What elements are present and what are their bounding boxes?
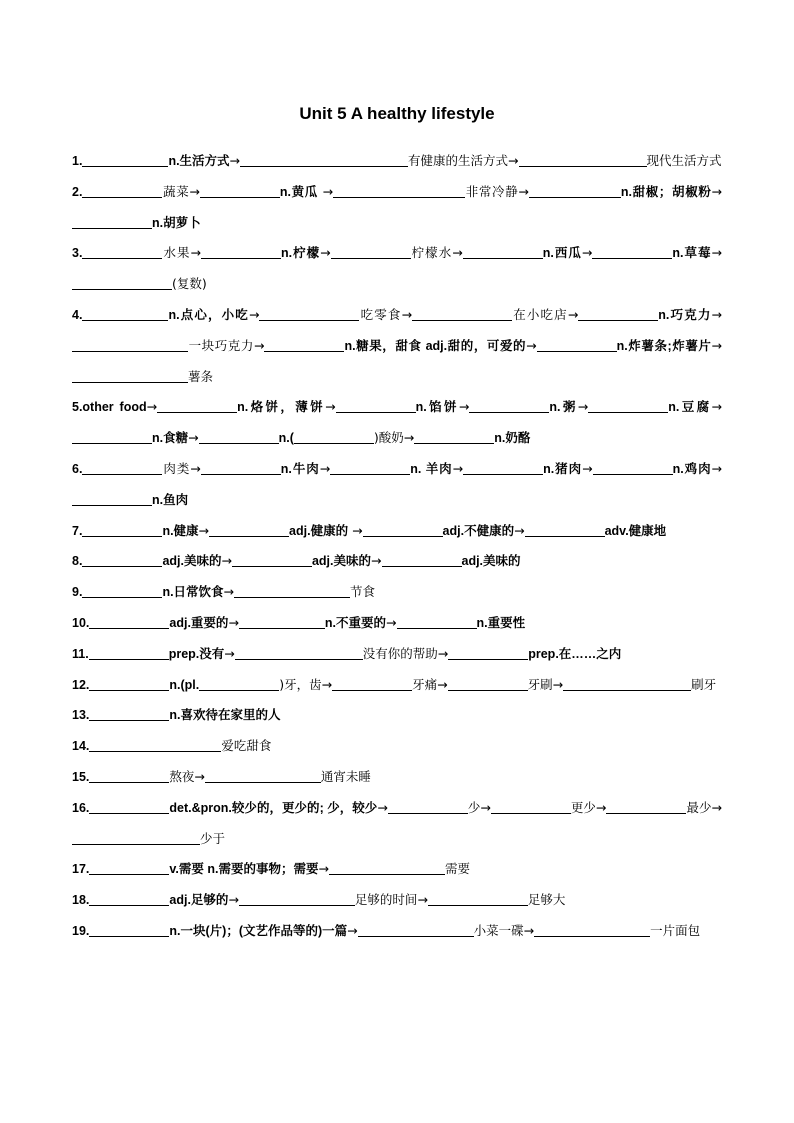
item-text: 少 xyxy=(467,799,481,815)
blank-field[interactable] xyxy=(89,862,169,876)
arrow-icon: → xyxy=(711,306,722,322)
arrow-icon: → xyxy=(480,799,491,815)
item-text: 最少 xyxy=(686,799,712,815)
item-text: 有健康的生活方式 xyxy=(408,153,509,168)
item-number: 15. xyxy=(72,769,90,784)
arrow-icon: → xyxy=(228,614,239,630)
blank-field[interactable] xyxy=(89,646,169,660)
arrow-icon: → xyxy=(514,522,525,538)
arrow-icon: → xyxy=(221,553,232,569)
arrow-icon: → xyxy=(595,799,607,815)
arrow-icon: → xyxy=(577,399,589,415)
item-text: prep.没有 xyxy=(168,646,225,661)
arrow-icon: → xyxy=(437,645,449,661)
item-number: 5.other food xyxy=(72,400,147,415)
item-text: adj.重要的 xyxy=(169,615,229,630)
list-item xyxy=(72,670,722,701)
item-text: n.牛肉 xyxy=(280,461,320,476)
item-text: adj.美味的 xyxy=(162,554,222,569)
arrow-icon: → xyxy=(253,337,265,353)
item-text: n.粥 xyxy=(549,400,578,415)
item-text: 吃零食 xyxy=(359,306,402,322)
item-text: adj.不健康的 xyxy=(442,523,515,538)
blank-field[interactable] xyxy=(259,307,359,321)
item-text: n.烙饼，薄饼 xyxy=(237,400,326,415)
item-text: 刷牙 xyxy=(691,676,717,692)
blank-field[interactable] xyxy=(239,893,355,907)
blank-field[interactable] xyxy=(537,338,617,352)
item-text: n.不重要的 xyxy=(324,615,387,630)
blank-field[interactable] xyxy=(448,646,528,660)
item-text: 薯条 xyxy=(188,368,214,384)
blank-field[interactable] xyxy=(201,461,281,475)
blank-field[interactable] xyxy=(412,307,512,321)
arrow-icon: → xyxy=(711,460,722,476)
item-text: n.巧克力 xyxy=(658,307,712,322)
arrow-icon: → xyxy=(518,183,529,199)
arrow-icon: → xyxy=(711,799,722,815)
blank-field[interactable] xyxy=(200,184,280,198)
item-number: 1. xyxy=(72,154,83,168)
list-item xyxy=(72,238,722,300)
arrow-icon: → xyxy=(417,892,428,908)
item-number: 17. xyxy=(72,862,90,877)
list-item xyxy=(72,146,722,177)
blank-field[interactable] xyxy=(414,431,494,445)
arrow-icon: → xyxy=(190,460,201,476)
arrow-icon: → xyxy=(146,399,158,415)
item-text: 节食 xyxy=(350,584,376,600)
item-text: n.西瓜 xyxy=(542,246,582,261)
item-text: n.鱼肉 xyxy=(152,492,189,507)
blank-field[interactable] xyxy=(593,461,673,475)
list-item xyxy=(72,608,722,639)
arrow-icon: → xyxy=(377,799,388,815)
blank-field[interactable] xyxy=(89,677,169,691)
arrow-icon: → xyxy=(508,153,519,168)
item-number: 19. xyxy=(72,923,90,938)
arrow-icon: → xyxy=(319,460,331,476)
item-text: adj.足够的 xyxy=(169,893,229,908)
blank-field[interactable] xyxy=(333,184,465,198)
item-text: n.一块(片)；(文艺作品等的)一篇 xyxy=(169,923,348,938)
item-text: n.柠檬 xyxy=(280,246,321,261)
blank-field[interactable] xyxy=(209,523,289,537)
item-text: n.(pl. xyxy=(169,677,200,692)
item-text: 没有你的帮助 xyxy=(362,645,438,661)
item-text: 一片面包 xyxy=(650,922,701,938)
blank-field[interactable] xyxy=(72,277,172,291)
blank-field[interactable] xyxy=(72,492,152,506)
blank-field[interactable] xyxy=(72,369,188,383)
item-text: 通宵未睡 xyxy=(320,768,371,784)
item-number: 13. xyxy=(72,708,90,723)
item-text: 水果 xyxy=(162,245,191,261)
blank-field[interactable] xyxy=(463,246,543,260)
item-text: 更少 xyxy=(570,799,596,815)
list-item xyxy=(72,793,722,855)
blank-field[interactable] xyxy=(363,523,443,537)
item-text: adj.美味的 xyxy=(461,554,521,569)
arrow-icon: → xyxy=(223,584,235,600)
item-text: 熬夜 xyxy=(169,768,195,784)
arrow-icon: → xyxy=(452,245,463,261)
list-item xyxy=(72,639,722,670)
arrow-icon: → xyxy=(711,399,723,415)
list-item xyxy=(72,731,722,762)
item-text: 需要 xyxy=(444,861,470,877)
item-text: )酸奶 xyxy=(373,430,404,446)
item-number: 2. xyxy=(72,184,83,199)
item-text: v.需要 n.需要的事物；需要 xyxy=(169,862,319,877)
arrow-icon: → xyxy=(188,430,199,446)
blank-field[interactable] xyxy=(491,800,571,814)
arrow-icon: → xyxy=(526,337,537,353)
blank-field[interactable] xyxy=(82,184,162,198)
item-text: 小菜一碟 xyxy=(473,922,524,938)
blank-field[interactable] xyxy=(232,554,312,568)
item-text: n.生活方式 xyxy=(168,154,230,168)
blank-field[interactable] xyxy=(606,800,686,814)
blank-field[interactable] xyxy=(463,461,543,475)
arrow-icon: → xyxy=(371,553,382,569)
blank-field[interactable] xyxy=(588,400,668,414)
arrow-icon: → xyxy=(386,614,397,630)
item-text: n. 羊肉 xyxy=(410,461,453,476)
item-number: 6. xyxy=(72,461,83,476)
list-item xyxy=(72,916,722,947)
item-text: 足够的时间 xyxy=(354,892,418,908)
arrow-icon: → xyxy=(403,430,415,446)
item-number: 18. xyxy=(72,893,90,908)
blank-field[interactable] xyxy=(234,585,350,599)
blank-field[interactable] xyxy=(529,184,621,198)
blank-field[interactable] xyxy=(205,769,321,783)
arrow-icon: → xyxy=(320,245,331,261)
blank-field[interactable] xyxy=(89,615,169,629)
arrow-icon: → xyxy=(229,153,241,168)
blank-field[interactable] xyxy=(82,523,162,537)
item-text: n.鸡肉 xyxy=(672,461,712,476)
arrow-icon: → xyxy=(582,460,593,476)
arrow-icon: → xyxy=(711,183,723,199)
item-text: n.草莓 xyxy=(672,246,712,261)
arrow-icon: → xyxy=(523,922,535,938)
blank-field[interactable] xyxy=(82,307,168,321)
arrow-icon: → xyxy=(401,306,413,322)
blank-field[interactable] xyxy=(525,523,605,537)
list-item xyxy=(72,454,722,516)
item-text: 蔬菜 xyxy=(162,183,190,199)
item-text: 少于 xyxy=(200,830,226,846)
blank-field[interactable] xyxy=(82,246,162,260)
arrow-icon: → xyxy=(452,460,464,476)
item-text: n.糖果，甜食 adj.甜的，可爱的 xyxy=(344,338,527,353)
item-text: prep.在……之内 xyxy=(528,646,622,661)
arrow-icon: → xyxy=(321,676,333,692)
blank-field[interactable] xyxy=(397,615,477,629)
arrow-icon: → xyxy=(581,245,593,261)
item-text: det.&pron.较少的，更少的; 少，较少 xyxy=(169,800,378,815)
item-text: n.健康 xyxy=(162,523,199,538)
item-text: n.奶酪 xyxy=(494,431,531,446)
blank-field[interactable] xyxy=(534,923,650,937)
blank-field[interactable] xyxy=(72,215,152,229)
item-text: 现代生活方式 xyxy=(646,153,722,168)
arrow-icon: → xyxy=(224,645,235,661)
item-text: n.( xyxy=(278,431,294,446)
blank-field[interactable] xyxy=(358,923,474,937)
blank-field[interactable] xyxy=(240,154,408,168)
blank-field[interactable] xyxy=(448,677,528,691)
arrow-icon: → xyxy=(711,245,723,261)
arrow-icon: → xyxy=(248,306,260,322)
list-item xyxy=(72,300,722,392)
blank-field[interactable] xyxy=(428,893,528,907)
blank-field[interactable] xyxy=(519,154,647,168)
item-text: adj.美味的 xyxy=(311,554,372,569)
blank-field[interactable] xyxy=(82,554,162,568)
blank-field[interactable] xyxy=(89,769,169,783)
item-number: 8. xyxy=(72,554,83,569)
item-text: n.胡萝卜 xyxy=(152,215,201,230)
item-number: 14. xyxy=(72,739,90,754)
arrow-icon: → xyxy=(347,922,358,938)
blank-field[interactable] xyxy=(382,554,462,568)
blank-field[interactable] xyxy=(336,400,416,414)
blank-field[interactable] xyxy=(199,677,279,691)
blank-field[interactable] xyxy=(563,677,691,691)
blank-field[interactable] xyxy=(89,708,169,722)
item-number: 9. xyxy=(72,585,83,600)
arrow-icon: → xyxy=(190,245,201,261)
page-title: Unit 5 A healthy lifestyle xyxy=(299,104,495,123)
item-text: 肉类 xyxy=(162,460,191,476)
list-item xyxy=(72,177,722,239)
blank-field[interactable] xyxy=(578,307,658,321)
item-text: n.猪肉 xyxy=(543,461,583,476)
item-text: 在小吃店 xyxy=(512,306,568,322)
blank-field[interactable] xyxy=(264,338,344,352)
item-text: n.喜欢待在家里的人 xyxy=(169,708,281,723)
item-text: 柠檬水 xyxy=(410,245,453,261)
arrow-icon: → xyxy=(322,183,334,199)
list-item xyxy=(72,885,722,916)
item-text: n.豆腐 xyxy=(668,400,712,415)
item-text: n.甜椒；胡椒粉 xyxy=(620,184,712,199)
list-item xyxy=(72,762,722,793)
blank-field[interactable] xyxy=(89,923,169,937)
blank-field[interactable] xyxy=(469,400,549,414)
item-text: 足够大 xyxy=(527,892,566,908)
blank-field[interactable] xyxy=(239,615,325,629)
item-text: 一块巧克力 xyxy=(188,337,254,353)
item-text: 牙刷 xyxy=(527,676,553,692)
arrow-icon: → xyxy=(552,676,564,692)
item-text: n.馅饼 xyxy=(415,400,459,415)
blank-field[interactable] xyxy=(294,431,374,445)
list-item xyxy=(72,546,722,577)
arrow-icon: → xyxy=(567,306,579,322)
item-text: 牙痛 xyxy=(412,676,438,692)
item-text: n.日常饮食 xyxy=(162,585,224,600)
arrow-icon: → xyxy=(711,337,722,353)
blank-field[interactable] xyxy=(89,800,169,814)
blank-field[interactable] xyxy=(388,800,468,814)
blank-field[interactable] xyxy=(201,246,281,260)
item-text: n.食糖 xyxy=(152,431,189,446)
item-number: 4. xyxy=(72,307,83,322)
blank-field[interactable] xyxy=(72,338,188,352)
item-text: n.点心，小吃 xyxy=(168,307,249,322)
item-number: 3. xyxy=(72,246,83,261)
list-item xyxy=(72,854,722,885)
arrow-icon: → xyxy=(352,522,363,538)
list-item xyxy=(72,577,722,608)
item-number: 16. xyxy=(72,800,90,815)
item-text: 非常冷静 xyxy=(465,183,519,199)
arrow-icon: → xyxy=(437,676,448,692)
arrow-icon: → xyxy=(189,183,200,199)
blank-field[interactable] xyxy=(331,246,411,260)
item-text: adj.健康的 xyxy=(289,523,349,538)
blank-field[interactable] xyxy=(157,400,237,414)
blank-field[interactable] xyxy=(89,893,169,907)
list-item xyxy=(72,392,722,454)
arrow-icon: → xyxy=(228,892,239,908)
blank-field[interactable] xyxy=(332,677,412,691)
item-number: 11. xyxy=(72,646,89,661)
blank-field[interactable] xyxy=(329,862,445,876)
blank-field[interactable] xyxy=(72,831,200,845)
blank-field[interactable] xyxy=(89,739,221,753)
item-text: 爱吃甜食 xyxy=(221,738,272,754)
blank-field[interactable] xyxy=(592,246,672,260)
arrow-icon: → xyxy=(194,768,205,784)
blank-field[interactable] xyxy=(82,585,162,599)
item-number: 12. xyxy=(72,677,90,692)
blank-field[interactable] xyxy=(72,431,152,445)
blank-field[interactable] xyxy=(82,154,168,168)
list-item xyxy=(72,516,722,547)
blank-field[interactable] xyxy=(199,431,279,445)
blank-field[interactable] xyxy=(330,461,410,475)
list-item xyxy=(72,700,722,731)
item-text: n.黄瓜 xyxy=(279,184,318,199)
blank-field[interactable] xyxy=(82,461,162,475)
item-text: (复数) xyxy=(172,276,207,292)
arrow-icon: → xyxy=(198,522,210,538)
item-number: 7. xyxy=(72,523,83,538)
item-text: )牙，齿 xyxy=(279,676,322,692)
arrow-icon: → xyxy=(318,861,329,877)
item-number: 10. xyxy=(72,615,90,630)
item-text: adv.健康地 xyxy=(604,523,667,538)
arrow-icon: → xyxy=(325,399,336,415)
item-text: n.重要性 xyxy=(476,615,526,630)
arrow-icon: → xyxy=(458,399,470,415)
item-text: n.炸薯条;炸薯片 xyxy=(616,338,712,353)
vocabulary-list xyxy=(72,146,722,947)
blank-field[interactable] xyxy=(235,646,363,660)
